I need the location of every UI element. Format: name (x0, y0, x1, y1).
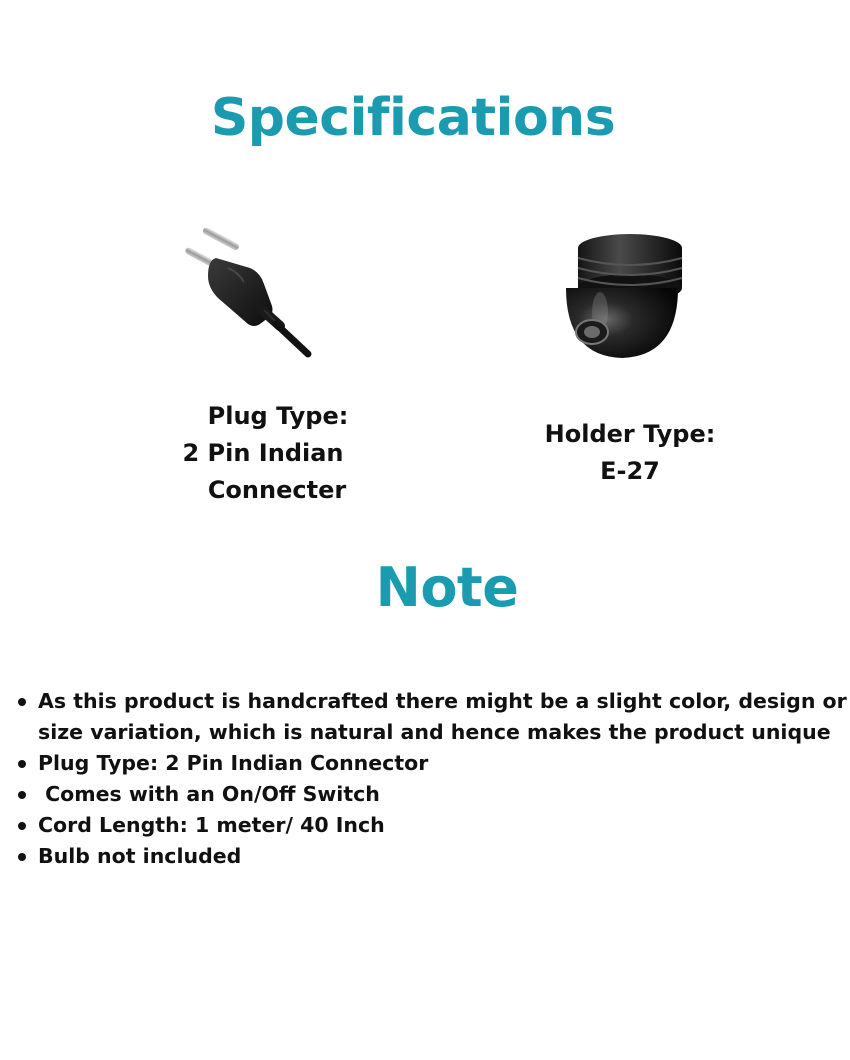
plug-type-label: Plug Type: (207, 402, 349, 430)
specifications-heading: Specifications (210, 88, 616, 148)
note-list (12, 686, 850, 872)
note-item: Comes with an On/Off Switch (38, 779, 850, 810)
note-heading: Note (375, 556, 519, 619)
plug-type-caption (168, 398, 388, 509)
holder-type-caption (520, 416, 740, 490)
holder-type-label: Holder Type: (544, 420, 716, 448)
plug-type-value-line1: 2 Pin Indian (182, 439, 344, 467)
plug-type-value-line2: Connecter (207, 476, 347, 504)
note-item: Cord Length: 1 meter/ 40 Inch (38, 810, 850, 841)
two-pin-plug-icon (168, 228, 318, 368)
lamp-holder-icon (552, 226, 692, 366)
note-item: Plug Type: 2 Pin Indian Connector (38, 748, 850, 779)
holder-type-value: E-27 (600, 457, 660, 485)
note-item: As this product is handcrafted there might be a slight color, design or size variation, which is natural and hence makes the product unique (38, 686, 850, 748)
note-item: Bulb not included (38, 841, 850, 872)
